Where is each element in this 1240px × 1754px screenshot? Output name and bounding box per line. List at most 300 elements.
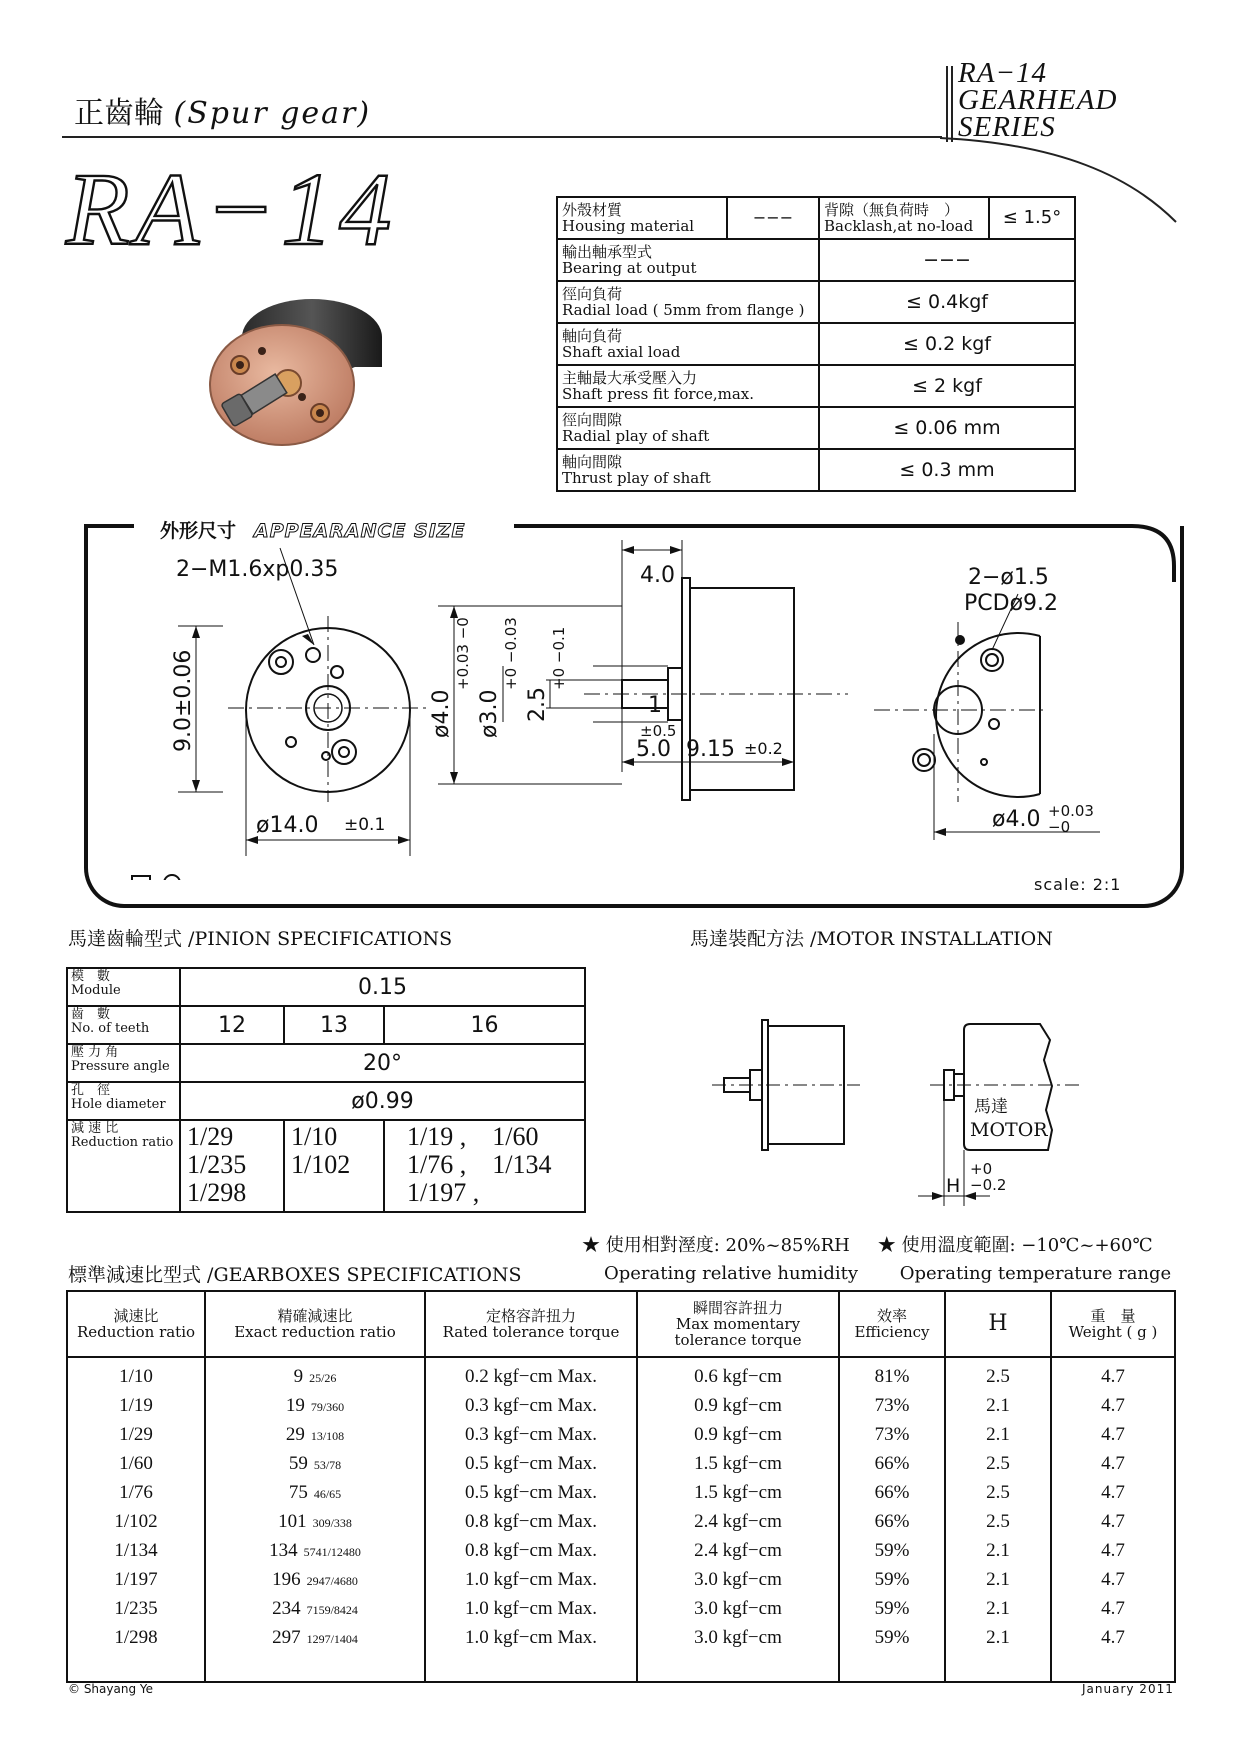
- pinion-value: 16: [384, 1006, 585, 1044]
- cell-weight-text: 4.7: [1101, 1452, 1125, 1474]
- cell-h: [945, 1565, 1051, 1594]
- label-en: Radial load ( 5mm from flange ): [562, 301, 805, 319]
- header-cn: 重 量: [1090, 1307, 1136, 1325]
- cell-ratio-text: 1/298: [114, 1626, 158, 1648]
- dim-body-len-tol: ±0.2: [744, 739, 783, 758]
- cell-exact: [205, 1594, 425, 1623]
- cell-weight: [1051, 1507, 1175, 1536]
- dim-boss: ø4.0: [992, 807, 1041, 832]
- cell-rated: [425, 1565, 637, 1594]
- cell-h-text: 2.5: [986, 1481, 1010, 1503]
- title-en: (Spur gear): [173, 96, 372, 131]
- cell-empty: [205, 1652, 425, 1682]
- cell-ratio-text: 1/197: [114, 1568, 158, 1590]
- cell-max-text: 0.9 kgf−cm: [694, 1394, 782, 1416]
- cell-weight: [1051, 1391, 1175, 1420]
- cell-rated: [425, 1449, 637, 1478]
- cell-weight: [1051, 1449, 1175, 1478]
- header-en: Exact reduction ratio: [234, 1323, 396, 1341]
- cell-weight: [1051, 1536, 1175, 1565]
- cell-ratio: [67, 1449, 205, 1478]
- cell-h-text: 2.1: [986, 1539, 1010, 1561]
- cell-ratio-text: 1/76: [119, 1481, 153, 1503]
- spec-row: [557, 449, 1075, 491]
- header-en: Reduction ratio: [76, 1323, 196, 1341]
- col-header: [425, 1291, 637, 1357]
- pinion-value: 0.15: [180, 968, 585, 1006]
- cell-rated-text: 0.3 kgf−cm Max.: [464, 1394, 598, 1416]
- cell-ratio: [67, 1478, 205, 1507]
- col-header: H: [945, 1291, 1051, 1357]
- cell-max: [637, 1507, 839, 1536]
- label-en: Thrust play of shaft: [562, 469, 711, 487]
- dim-offset-tol: ±0.5: [640, 722, 677, 740]
- col-header: [67, 1291, 205, 1357]
- dim-d2-tol: +0 −0.03: [502, 617, 520, 690]
- header-en: Efficiency: [854, 1323, 930, 1341]
- cell-ratio: [67, 1420, 205, 1449]
- cell-h-text: 2.1: [986, 1568, 1010, 1590]
- cell-efficiency: [839, 1623, 945, 1652]
- label-en: No. of teeth: [71, 1021, 150, 1036]
- header-cn: 定格容許扭力: [485, 1307, 576, 1325]
- cell-ratio-text: 1/10: [119, 1365, 153, 1387]
- cell-efficiency-text: 59%: [874, 1568, 910, 1590]
- cell-rated-text: 1.0 kgf−cm Max.: [464, 1568, 598, 1590]
- cell-efficiency-text: 81%: [874, 1365, 910, 1387]
- pinion-title: 馬達齒輪型式 /PINION SPECIFICATIONS: [68, 928, 453, 950]
- pinion-value: ø0.99: [180, 1082, 585, 1120]
- cell-exact-fraction: 7159/8424: [306, 1602, 358, 1617]
- product-photo: [200, 285, 390, 455]
- cell-efficiency-text: 73%: [874, 1394, 910, 1416]
- cell-h: [945, 1594, 1051, 1623]
- cell-exact-text: 101: [278, 1510, 307, 1532]
- dim-boss-tol-dn: −0: [1048, 818, 1071, 836]
- cell-exact-fraction: 53/78: [313, 1457, 342, 1472]
- cell-h-text: 2.1: [986, 1597, 1010, 1619]
- cell-h: [945, 1357, 1051, 1391]
- cell-weight-text: 4.7: [1101, 1423, 1125, 1445]
- cell-max: [637, 1623, 839, 1652]
- dim-d1-tol: +0.03 −0: [454, 617, 472, 690]
- cell-rated: [425, 1420, 637, 1449]
- cell-h: [945, 1623, 1051, 1652]
- cell-weight: [1051, 1420, 1175, 1449]
- cell-weight: [1051, 1623, 1175, 1652]
- cell-rated: [425, 1594, 637, 1623]
- label-cn: 齒 數: [71, 1007, 111, 1022]
- dim-flange: 1: [648, 693, 662, 718]
- cell-ratio: [67, 1565, 205, 1594]
- cell-rated: [425, 1536, 637, 1565]
- cell-max: [637, 1478, 839, 1507]
- label-en: Radial play of shaft: [562, 427, 710, 445]
- dimension-drawings: [88, 540, 1168, 880]
- cell-weight-text: 4.7: [1101, 1394, 1125, 1416]
- pinion-row: [67, 968, 585, 1006]
- table-row: [67, 1594, 1175, 1623]
- dim-pcd: PCDø9.2: [964, 591, 1059, 616]
- cell-exact-text: 19: [285, 1394, 305, 1416]
- table-row: [67, 1449, 1175, 1478]
- cell-h-text: 2.1: [986, 1423, 1010, 1445]
- cell-weight-text: 4.7: [1101, 1510, 1125, 1532]
- pinion-value: 13: [284, 1006, 384, 1044]
- header-en: Weight ( g ): [1068, 1323, 1158, 1341]
- cell-efficiency-text: 66%: [874, 1510, 910, 1532]
- cell-efficiency-text: 59%: [874, 1626, 910, 1648]
- cell-exact-text: 29: [285, 1423, 305, 1445]
- cell-ratio: [67, 1594, 205, 1623]
- cell-max-text: 1.5 kgf−cm: [694, 1481, 782, 1503]
- cell-weight: [1051, 1594, 1175, 1623]
- label-en: Bearing at output: [562, 259, 697, 277]
- cell-empty: [425, 1652, 637, 1682]
- cell-rated-text: 0.2 kgf−cm Max.: [464, 1365, 598, 1387]
- cell-efficiency-text: 73%: [874, 1423, 910, 1445]
- cell-max: [637, 1565, 839, 1594]
- series-line: GEARHEAD: [958, 84, 1118, 116]
- temp-cn: 使用溫度範圍: −10℃~+60℃: [901, 1235, 1153, 1256]
- cell-ratio: [67, 1623, 205, 1652]
- cell-exact: [205, 1507, 425, 1536]
- cell-rated-text: 0.3 kgf−cm Max.: [464, 1423, 598, 1445]
- pinion-label: [67, 968, 180, 1006]
- spec-label: [557, 239, 819, 281]
- header-cn: 瞬間容許扭力: [692, 1299, 783, 1317]
- cell-ratio: [67, 1391, 205, 1420]
- cell-exact-fraction: 13/108: [310, 1428, 345, 1443]
- spec-value: −−−: [727, 197, 819, 239]
- cell-max: [637, 1594, 839, 1623]
- cell-exact-text: 196: [272, 1568, 301, 1590]
- header-cn: 精確減速比: [277, 1307, 353, 1325]
- cell-weight-text: 4.7: [1101, 1626, 1125, 1648]
- cell-max-text: 3.0 kgf−cm: [694, 1568, 782, 1590]
- cell-weight: [1051, 1478, 1175, 1507]
- motor-h-tol-dn: −0.2: [970, 1176, 1007, 1194]
- cell-exact-fraction: 25/26: [309, 1370, 337, 1385]
- pinion-label: [67, 1082, 180, 1120]
- label-cn: 模 數: [71, 969, 111, 984]
- cell-ratio-text: 1/235: [114, 1597, 158, 1619]
- dim-d1: ø4.0: [429, 689, 454, 738]
- dim-offset: 5.0: [636, 737, 671, 762]
- cell-efficiency: [839, 1391, 945, 1420]
- cell-exact-text: 234: [272, 1597, 301, 1619]
- cell-rated: [425, 1357, 637, 1391]
- cell-exact: [205, 1420, 425, 1449]
- table-row: [67, 1507, 1175, 1536]
- motor-h: H: [946, 1175, 961, 1197]
- cell-rated: [425, 1478, 637, 1507]
- table-row: [67, 1565, 1175, 1594]
- pinion-value: 20°: [180, 1044, 585, 1082]
- dim-thread: 2−M1.6xp0.35: [176, 557, 339, 582]
- appearance-title: [150, 516, 476, 543]
- cell-rated: [425, 1623, 637, 1652]
- label-cn: 主軸最大承受壓入力: [562, 369, 698, 387]
- temp-en: Operating temperature range: [899, 1263, 1172, 1284]
- cell-ratio-text: 1/134: [114, 1539, 158, 1561]
- label-cn: 孔 徑: [71, 1083, 111, 1098]
- cell-rated-text: 0.8 kgf−cm Max.: [464, 1539, 598, 1561]
- cell-max-text: 3.0 kgf−cm: [694, 1626, 782, 1648]
- table-row: [67, 1478, 1175, 1507]
- header-cn: 效率: [876, 1307, 907, 1325]
- cell-efficiency: [839, 1565, 945, 1594]
- cell-efficiency-text: 66%: [874, 1481, 910, 1503]
- table-row: [67, 1623, 1175, 1652]
- cell-max: [637, 1449, 839, 1478]
- cell-exact-fraction: 79/360: [310, 1399, 345, 1414]
- motor-installation-drawing: [700, 1000, 1100, 1210]
- cell-exact: [205, 1478, 425, 1507]
- cell-efficiency: [839, 1478, 945, 1507]
- spec-value: −−−: [819, 239, 1075, 281]
- cell-weight: [1051, 1565, 1175, 1594]
- spec-label: [557, 365, 819, 407]
- spec-row: [557, 407, 1075, 449]
- series-divider: [951, 66, 953, 142]
- label-cn: 背隙（無負荷時 ）: [824, 201, 960, 219]
- cell-exact-fraction: 46/65: [313, 1486, 342, 1501]
- model-name: RA−14: [66, 152, 398, 267]
- cell-rated-text: 0.8 kgf−cm Max.: [464, 1510, 598, 1532]
- cell-efficiency-text: 59%: [874, 1539, 910, 1561]
- operating-conditions: [582, 1232, 1171, 1288]
- cell-exact-fraction: 5741/12480: [303, 1544, 361, 1559]
- cell-exact: [205, 1565, 425, 1594]
- pinion-row: [67, 1006, 585, 1044]
- cell-efficiency: [839, 1536, 945, 1565]
- cell-exact: [205, 1536, 425, 1565]
- pinion-table: [66, 967, 586, 1213]
- dim-d2: ø3.0: [477, 689, 502, 738]
- cell-exact-fraction: 1297/1404: [306, 1631, 358, 1646]
- spec-value: ≤ 0.2 kgf: [819, 323, 1075, 365]
- dim-d3-tol: +0 −0.1: [550, 626, 568, 690]
- dim-d3: 2.5: [525, 687, 550, 722]
- pinion-label: [67, 1120, 180, 1212]
- pinion-ratios: 1/19 , 1/60 1/76 , 1/134 1/197 ,: [384, 1120, 585, 1212]
- cell-max-text: 2.4 kgf−cm: [694, 1510, 782, 1532]
- col-header: [1051, 1291, 1175, 1357]
- cell-h-text: 2.1: [986, 1626, 1010, 1648]
- cell-exact: [205, 1623, 425, 1652]
- label-en: Module: [71, 983, 121, 998]
- cell-h: [945, 1449, 1051, 1478]
- humidity-en: Operating relative humidity: [604, 1263, 859, 1284]
- spec-value: ≤ 0.06 mm: [819, 407, 1075, 449]
- pinion-row: [67, 1120, 585, 1212]
- dim-height: 9.0±0.06: [171, 649, 196, 752]
- table-row: [67, 1420, 1175, 1449]
- cell-exact-text: 134: [269, 1539, 298, 1561]
- cell-ratio-text: 1/29: [119, 1423, 153, 1445]
- spec-row: [557, 323, 1075, 365]
- appearance-title-en: APPEARANCE SIZE: [254, 520, 466, 542]
- cell-efficiency: [839, 1357, 945, 1391]
- table-row: [67, 1536, 1175, 1565]
- copyright: © Shayang Ye: [68, 1682, 154, 1696]
- cell-ratio: [67, 1536, 205, 1565]
- cell-rated-text: 0.5 kgf−cm Max.: [464, 1481, 598, 1503]
- table-row: [67, 1391, 1175, 1420]
- cell-h-text: 2.1: [986, 1394, 1010, 1416]
- spec-label: [819, 197, 989, 239]
- cell-efficiency: [839, 1420, 945, 1449]
- cell-empty: [945, 1652, 1051, 1682]
- col-header: [839, 1291, 945, 1357]
- cell-efficiency-text: 66%: [874, 1452, 910, 1474]
- table-row: [67, 1357, 1175, 1391]
- spec-value: ≤ 2 kgf: [819, 365, 1075, 407]
- date: January 2011: [1082, 1682, 1174, 1696]
- dim-boss-tol-up: +0.03: [1048, 802, 1094, 820]
- spec-label: [557, 407, 819, 449]
- spec-label: [557, 281, 819, 323]
- cell-empty: [637, 1652, 839, 1682]
- page-title: [74, 88, 371, 132]
- cell-max: [637, 1357, 839, 1391]
- cell-exact: [205, 1357, 425, 1391]
- cell-rated-text: 1.0 kgf−cm Max.: [464, 1626, 598, 1648]
- scale-label: scale: 2:1: [1034, 875, 1122, 894]
- cell-exact: [205, 1391, 425, 1420]
- cell-efficiency-text: 59%: [874, 1597, 910, 1619]
- spec-value: ≤ 1.5°: [989, 197, 1075, 239]
- cell-weight-text: 4.7: [1101, 1568, 1125, 1590]
- cell-h-text: 2.5: [986, 1510, 1010, 1532]
- cell-max-text: 0.9 kgf−cm: [694, 1423, 782, 1445]
- cell-rated: [425, 1507, 637, 1536]
- title-cn: 正齒輪: [74, 96, 164, 131]
- star-icon: ★: [582, 1235, 606, 1256]
- spec-label: [557, 323, 819, 365]
- cell-exact-text: 59: [288, 1452, 308, 1474]
- cell-h: [945, 1478, 1051, 1507]
- cell-rated: [425, 1391, 637, 1420]
- dim-diameter-tol: ±0.1: [344, 815, 386, 835]
- star-icon: ★: [877, 1235, 902, 1256]
- motor-label-cn: 馬達: [974, 1097, 1008, 1117]
- label-cn: 徑向負荷: [562, 285, 623, 303]
- gearbox-body: [67, 1357, 1175, 1682]
- temperature: [878, 1235, 1153, 1256]
- motor-label-en: MOTOR: [970, 1119, 1048, 1141]
- label-cn: 軸向負荷: [562, 327, 623, 345]
- dim-diameter: ø14.0: [256, 813, 319, 838]
- gearbox-title: 標準減速比型式 /GEARBOXES SPECIFICATIONS: [68, 1264, 522, 1286]
- cell-h: [945, 1507, 1051, 1536]
- spec-row: [557, 197, 1075, 239]
- cell-rated-text: 1.0 kgf−cm Max.: [464, 1597, 598, 1619]
- table-row-empty: [67, 1652, 1175, 1682]
- label-cn: 輸出軸承型式: [562, 243, 653, 261]
- cell-max: [637, 1536, 839, 1565]
- motor-title: 馬達裝配方法 /MOTOR INSTALLATION: [690, 928, 1053, 950]
- humidity-cn: 使用相對溼度: 20%~85%RH: [605, 1235, 850, 1256]
- cell-empty: [839, 1652, 945, 1682]
- spec-row: [557, 239, 1075, 281]
- label-en: Reduction ratio: [71, 1135, 174, 1150]
- cell-weight: [1051, 1357, 1175, 1391]
- pinion-value: 12: [180, 1006, 284, 1044]
- pinion-label: [67, 1044, 180, 1082]
- header-cn: 減速比: [113, 1307, 159, 1325]
- appearance-title-cn: 外形尺寸: [160, 520, 237, 542]
- spec-label: [557, 449, 819, 491]
- pinion-ratios: 1/10 1/102: [284, 1120, 384, 1212]
- cell-weight-text: 4.7: [1101, 1365, 1125, 1387]
- label-cn: 外殼材質: [562, 201, 623, 219]
- cell-max-text: 2.4 kgf−cm: [694, 1539, 782, 1561]
- cell-exact-text: 75: [288, 1481, 308, 1503]
- cell-ratio-text: 1/19: [119, 1394, 153, 1416]
- back-body-outline: [936, 633, 1040, 797]
- label-en: Shaft axial load: [562, 343, 681, 361]
- pinion-row: [67, 1082, 585, 1120]
- label-en: Pressure angle: [71, 1059, 170, 1074]
- motor-h-tol-up: +0: [970, 1160, 993, 1178]
- cell-ratio-text: 1/102: [114, 1510, 158, 1532]
- cell-exact-fraction: 2947/4680: [306, 1573, 358, 1588]
- pinion-ratios: 1/29 1/235 1/298: [180, 1120, 284, 1212]
- cell-exact-text: 297: [272, 1626, 301, 1648]
- series-label: [958, 57, 1118, 143]
- cell-weight-text: 4.7: [1101, 1481, 1125, 1503]
- cell-ratio: [67, 1507, 205, 1536]
- series-line: SERIES: [958, 111, 1056, 143]
- cell-efficiency: [839, 1594, 945, 1623]
- spec-table: [556, 196, 1076, 492]
- col-header: [205, 1291, 425, 1357]
- header-en: Max momentary tolerance torque: [674, 1315, 802, 1349]
- gearbox-header-row: [67, 1291, 1175, 1357]
- cell-max: [637, 1420, 839, 1449]
- cell-max-text: 1.5 kgf−cm: [694, 1452, 782, 1474]
- header-en: Rated tolerance torque: [442, 1323, 620, 1341]
- spec-value: ≤ 0.4kgf: [819, 281, 1075, 323]
- col-header: [637, 1291, 839, 1357]
- cell-h: [945, 1420, 1051, 1449]
- label-cn: 軸向間隙: [562, 453, 623, 471]
- label-en: Shaft press fit force,max.: [562, 385, 755, 403]
- cell-max-text: 3.0 kgf−cm: [694, 1597, 782, 1619]
- cell-exact-fraction: 309/338: [312, 1515, 352, 1530]
- cell-exact-text: 9: [293, 1365, 304, 1387]
- header-rule: [62, 136, 942, 138]
- label-en: Backlash,at no-load: [824, 217, 974, 235]
- cell-exact: [205, 1449, 425, 1478]
- spec-row: [557, 365, 1075, 407]
- cell-ratio-text: 1/60: [119, 1452, 153, 1474]
- pinion-label: [67, 1006, 180, 1044]
- cell-h: [945, 1536, 1051, 1565]
- series-line: RA−14: [958, 57, 1047, 89]
- label-en: Hole diameter: [71, 1097, 166, 1112]
- cell-efficiency: [839, 1507, 945, 1536]
- dim-shaft-len: 4.0: [640, 563, 675, 588]
- cell-efficiency: [839, 1449, 945, 1478]
- gearbox-table: [66, 1290, 1176, 1683]
- cell-max-text: 0.6 kgf−cm: [694, 1365, 782, 1387]
- label-cn: 壓 力 角: [71, 1045, 119, 1060]
- cell-weight-text: 4.7: [1101, 1539, 1125, 1561]
- cell-h-text: 2.5: [986, 1452, 1010, 1474]
